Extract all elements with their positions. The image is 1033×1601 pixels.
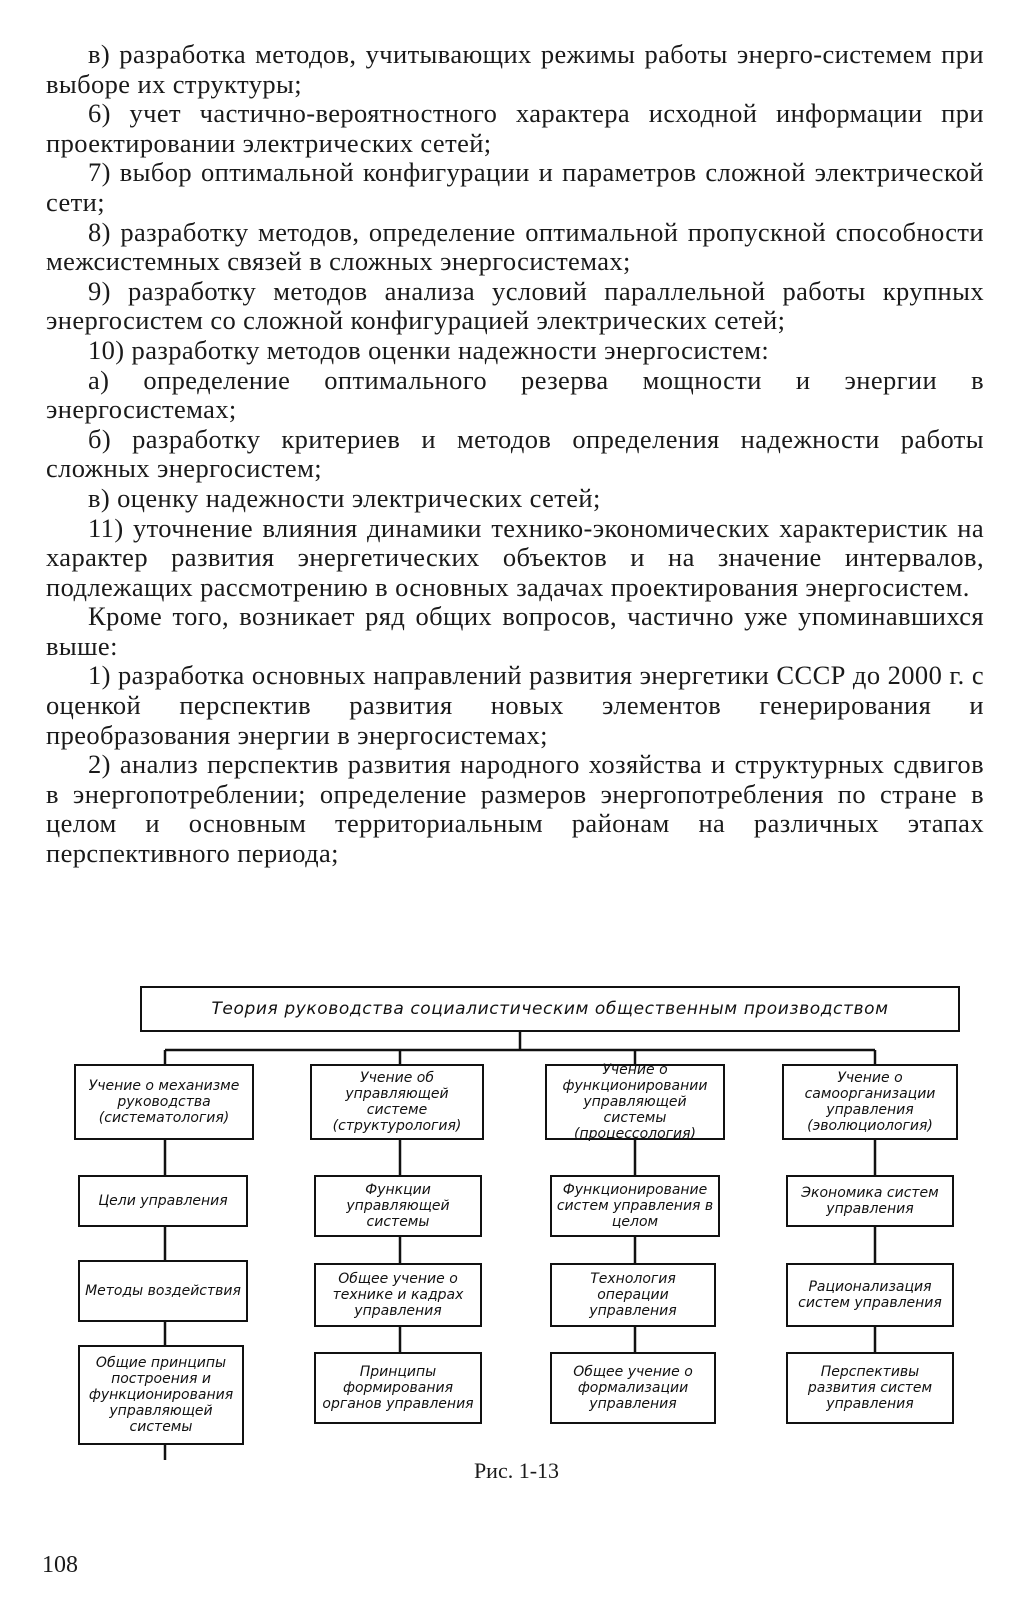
paragraph: 2) анализ перспектив развития народного хозяйства и структурных сдвигов в энергопотреблении; определение размеров энергопотребления по стране в целом и основным территориальным районам на различных этапах перспективного периода; bbox=[46, 749, 984, 869]
diagram-head-3: Учение о функционировании управляющей системы (процессология) bbox=[545, 1064, 725, 1140]
page-number: 108 bbox=[42, 1552, 78, 1578]
paragraph: 11) уточнение влияния динамики технико-экономических характеристик на характер развития энергетических объектов и на значение интервалов, подлежащих рассмотрению в основных задачах проектирования энергосистем. bbox=[46, 512, 984, 602]
diagram-item: Функции управляющей системы bbox=[314, 1175, 482, 1237]
diagram-item: Общее учение о формализации управления bbox=[550, 1352, 716, 1424]
diagram-item: Общие принципы построения и функционирования управляющей системы bbox=[78, 1345, 244, 1445]
paragraph: 6) учет частично-вероятностного характера исходной информации при проектировании электрических сетей; bbox=[46, 98, 984, 158]
diagram-item: Цели управления bbox=[78, 1175, 248, 1227]
paragraph: б) разработку критериев и методов определения надежности работы сложных энергосистем; bbox=[46, 423, 984, 484]
paragraph: а) определение оптимального резерва мощности и энергии в энергосистемах; bbox=[46, 364, 984, 425]
paragraph: 7) выбор оптимальной конфигурации и параметров сложной электрической сети; bbox=[46, 157, 984, 217]
body-text bbox=[46, 40, 984, 869]
paragraph: Кроме того, возникает ряд общих вопросов, частично уже упоминавшихся выше: bbox=[46, 601, 984, 661]
diagram-head-2: Учение об управляющей системе (структурология) bbox=[310, 1064, 484, 1140]
diagram-item: Перспективы развития систем управления bbox=[786, 1352, 954, 1424]
org-diagram bbox=[60, 980, 960, 1460]
diagram-head-4: Учение о самоорганизации управления (эволюциология) bbox=[782, 1064, 958, 1140]
figure-caption: Рис. 1-13 bbox=[473, 1458, 560, 1483]
paragraph: в) оценку надежности электрических сетей; bbox=[88, 482, 601, 513]
diagram-root: Теория руководства социалистическим общественным производством bbox=[140, 986, 960, 1032]
paragraph: 9) разработку методов анализа условий параллельной работы крупных энергосистем со сложной конфигурацией электрических сетей; bbox=[46, 275, 984, 336]
diagram-item: Общее учение о технике и кадрах управления bbox=[314, 1263, 482, 1327]
paragraph: в) разработка методов, учитывающих режимы работы энерго-системем при выборе их структуры; bbox=[46, 39, 984, 99]
diagram-item: Технология операции управления bbox=[550, 1263, 716, 1327]
paragraph: 10) разработку методов оценки надежности энергосистем: bbox=[88, 334, 770, 365]
diagram-item: Рационализация систем управления bbox=[786, 1263, 954, 1327]
paragraph: 1) разработка основных направлений развития энергетики СССР до 2000 г. с оценкой перспектив развития новых элементов генерирования и преобразования энергии в энергосистемах; bbox=[46, 660, 984, 750]
diagram-item: Принципы формирования органов управления bbox=[314, 1352, 482, 1424]
diagram-item: Функционирование систем управления в целом bbox=[550, 1175, 720, 1237]
diagram-item: Экономика систем управления bbox=[786, 1175, 954, 1227]
paragraph: 8) разработку методов, определение оптимальной пропускной способности межсистемных связей в сложных энергосистемах; bbox=[46, 216, 984, 277]
diagram-item: Методы воздействия bbox=[78, 1260, 248, 1322]
diagram-head-1: Учение о механизме руководства (систематология) bbox=[74, 1064, 254, 1140]
